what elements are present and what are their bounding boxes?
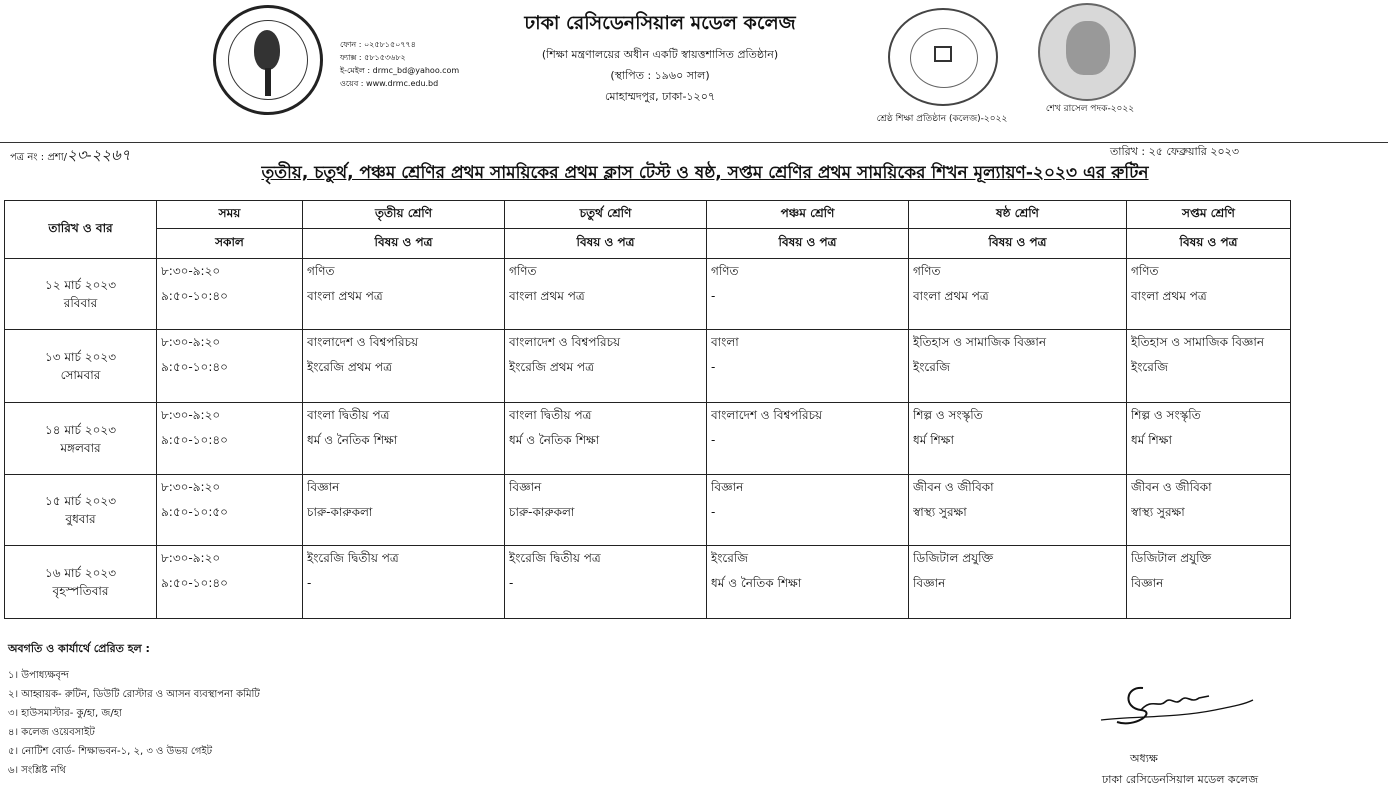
subject-2: ধর্ম শিক্ষা: [913, 433, 954, 447]
table-row: [5, 475, 1291, 546]
subject-cell: [505, 259, 707, 330]
row-date-cell: [5, 330, 157, 403]
table-row: [5, 546, 1291, 619]
row-day: সোমবার: [60, 368, 101, 382]
subject-cell: [303, 475, 505, 546]
badge1-caption: শ্রেষ্ঠ শিক্ষা প্রতিষ্ঠান (কলেজ)-২০২২: [876, 114, 1008, 124]
subject-cell: [1127, 259, 1291, 330]
time-slot-1: ৮:৩০-৯:২০: [161, 480, 221, 494]
subject-1: গণিত: [1131, 264, 1159, 278]
subject-1: শিল্প ও সংস্কৃতি: [1131, 408, 1201, 422]
time-slot-1: ৮:৩০-৯:২০: [161, 551, 221, 565]
college-logo: [213, 5, 323, 115]
subject-2: বাংলা প্রথম পত্র: [509, 289, 585, 303]
subject-1: জীবন ও জীবিকা: [1131, 480, 1212, 494]
time-slot-2: ৯:৫০-১০:৪০: [161, 360, 228, 374]
college-name: ঢাকা রেসিডেনসিয়াল মডেল কলেজ: [524, 12, 796, 34]
time-slot-2: ৯:৫০-১০:৫০: [161, 505, 228, 519]
row-date-cell: [5, 403, 157, 475]
time-slot-1: ৮:৩০-৯:২০: [161, 264, 221, 278]
subject-2: স্বাস্থ্য সুরক্ষা: [913, 505, 967, 519]
subject-2: -: [711, 433, 716, 447]
subject-2: ইংরেজি: [913, 360, 950, 374]
flame-icon: [254, 30, 280, 70]
row-date: ১৫ মার্চ ২০২৩: [44, 494, 117, 508]
sent-to-title: অবগতি ও কার্যার্থে প্রেরিত হল :: [8, 642, 150, 655]
list-item: ২। আহ্বায়ক- রুটিন, ডিউটি রোস্টার ও আসন ব্যবস্থাপনা কমিটি: [8, 689, 260, 700]
subject-cell: [505, 475, 707, 546]
header-class-3: তৃতীয় শ্রেণি: [303, 201, 505, 229]
row-date-cell: [5, 475, 157, 546]
subject-1: শিল্প ও সংস্কৃতি: [913, 408, 983, 422]
subject-1: জীবন ও জীবিকা: [913, 480, 994, 494]
subject-1: বাংলাদেশ ও বিশ্বপরিচয়: [711, 408, 823, 422]
subject-cell: [909, 546, 1127, 619]
subject-2: বিজ্ঞান: [913, 576, 946, 590]
table-row: [5, 403, 1291, 475]
time-slot-2: ৯:৫০-১০:৪০: [161, 576, 228, 590]
subject-2: বাংলা প্রথম পত্র: [307, 289, 383, 303]
signatory-role: অধ্যক্ষ: [1130, 752, 1158, 765]
subject-cell: [505, 330, 707, 403]
subject-2: বাংলা প্রথম পত্র: [913, 289, 989, 303]
row-date: ১৬ মার্চ ২০২৩: [44, 566, 117, 580]
memo-number: [10, 144, 131, 169]
subject-1: ইংরেজি দ্বিতীয় পত্র: [509, 551, 601, 565]
sheikh-russel-medal: [1038, 3, 1136, 101]
time-slot-1: ৮:৩০-৯:২০: [161, 408, 221, 422]
subject-2: -: [711, 505, 716, 519]
table-row: [5, 330, 1291, 403]
subject-2: ধর্ম ও নৈতিক শিক্ষা: [711, 576, 802, 590]
subject-head: বিষয় ও পত্র: [303, 229, 505, 259]
subject-cell: [707, 330, 909, 403]
subject-1: বাংলা দ্বিতীয় পত্র: [307, 408, 390, 422]
subject-cell: [303, 403, 505, 475]
college-subtitle-block: [480, 44, 840, 107]
subject-cell: [505, 403, 707, 475]
subject-cell: [909, 403, 1127, 475]
book-icon: [934, 46, 952, 62]
subject-2: ধর্ম শিক্ষা: [1131, 433, 1172, 447]
subject-1: ইতিহাস ও সামাজিক বিজ্ঞান: [1131, 335, 1265, 349]
header-time-sub: সকাল: [157, 229, 303, 259]
subject-cell: [707, 475, 909, 546]
subject-head: বিষয় ও পত্র: [1127, 229, 1291, 259]
list-item: ৫। নোটিশ বোর্ড- শিক্ষাভবন-১, ২, ৩ ও উভয় গেইট: [8, 746, 213, 757]
established: (স্থাপিত : ১৯৬০ সাল): [610, 69, 710, 82]
subject-2: চারু-কারুকলা: [307, 505, 373, 519]
subject-2: ধর্ম ও নৈতিক শিক্ষা: [509, 433, 600, 447]
subject-1: গণিত: [509, 264, 537, 278]
subject-cell: [303, 546, 505, 619]
routine-title: তৃতীয়, চতুর্থ, পঞ্চম শ্রেণির প্রথম সাময়িকের প্রথম ক্লাস টেস্ট ও ষষ্ঠ, সপ্তম শ্রেণির প্রথম সাময়িকের শিখন মূল্যায়ণ-২০২৩ এর রুটিন: [261, 163, 1149, 183]
subject-1: বিজ্ঞান: [711, 480, 744, 494]
subject-1: গণিত: [913, 264, 941, 278]
email: ই-মেইল : drmc_bd@yahoo.com: [340, 66, 460, 75]
subject-cell: [707, 259, 909, 330]
subject-1: বিজ্ঞান: [509, 480, 542, 494]
header-class-5: পঞ্চম শ্রেণি: [707, 201, 909, 229]
subject-1: ইংরেজি: [711, 551, 748, 565]
subject-1: ইংরেজি দ্বিতীয় পত্র: [307, 551, 399, 565]
subject-cell: [303, 330, 505, 403]
subject-1: ডিজিটাল প্রযুক্তি: [913, 551, 994, 565]
subject-2: -: [307, 576, 312, 590]
subject-1: গণিত: [711, 264, 739, 278]
time-slot-2: ৯:৫০-১০:৪০: [161, 433, 228, 447]
header-class-7: সপ্তম শ্রেণি: [1127, 201, 1291, 229]
subject-1: বাংলাদেশ ও বিশ্বপরিচয়: [307, 335, 419, 349]
row-date-cell: [5, 259, 157, 330]
row-day: বৃহস্পতিবার: [52, 584, 109, 598]
list-item: ৩। হাউসমাস্টার- কু/হা, জ/হা: [8, 708, 122, 719]
subject-2: ইংরেজি প্রথম পত্র: [509, 360, 594, 374]
best-institution-badge: [888, 8, 998, 106]
badge2-caption: শেখ রাসেল পদক-২০২২: [1045, 104, 1135, 114]
subject-2: ধর্ম ও নৈতিক শিক্ষা: [307, 433, 398, 447]
signatory-org: ঢাকা রেসিডেনসিয়াল মডেল কলেজ: [1102, 773, 1259, 786]
portrait-icon: [1066, 21, 1110, 75]
time-slot-1: ৮:৩০-৯:২০: [161, 335, 221, 349]
subject-cell: [909, 259, 1127, 330]
list-item: ৪। কলেজ ওয়েবসাইট: [8, 727, 95, 738]
college-subtitle: (শিক্ষা মন্ত্রণালয়ের অধীন একটি স্বায়ত্তশাসিত প্রতিষ্ঠান): [541, 48, 779, 61]
list-item: ৬। সংশ্লিষ্ট নথি: [8, 765, 67, 776]
row-day: বুধবার: [65, 512, 96, 526]
sent-to-list: [8, 666, 260, 780]
subject-cell: [707, 403, 909, 475]
subject-2: -: [711, 360, 716, 374]
subject-2: বাংলা প্রথম পত্র: [1131, 289, 1207, 303]
subject-2: ইংরেজি: [1131, 360, 1168, 374]
memo-date: তারিখ : ২৫ ফেব্রুয়ারি ২০২৩: [1110, 145, 1239, 158]
row-date-cell: [5, 546, 157, 619]
subject-2: বিজ্ঞান: [1131, 576, 1164, 590]
header-class-6: ষষ্ঠ শ্রেণি: [909, 201, 1127, 229]
row-day: রবিবার: [63, 296, 98, 310]
subject-cell: [505, 546, 707, 619]
subject-2: স্বাস্থ্য সুরক্ষা: [1131, 505, 1185, 519]
header-date: তারিখ ও বার: [5, 201, 157, 259]
header-class-4: চতুর্থ শ্রেণি: [505, 201, 707, 229]
row-day: মঙ্গলবার: [60, 440, 101, 455]
subject-cell: [303, 259, 505, 330]
subject-cell: [1127, 546, 1291, 619]
subject-cell: [707, 546, 909, 619]
row-date: ১৩ মার্চ ২০২৩: [44, 350, 117, 364]
subject-head: বিষয় ও পত্র: [505, 229, 707, 259]
time-slot-2: ৯:৫০-১০:৪০: [161, 289, 228, 303]
subject-cell: [909, 330, 1127, 403]
subject-head: বিষয় ও পত্র: [909, 229, 1127, 259]
subject-cell: [1127, 330, 1291, 403]
website: ওয়েব : www.drmc.edu.bd: [340, 79, 439, 88]
address: মোহাম্মদপুর, ঢাকা-১২০৭: [604, 90, 716, 103]
subject-1: বাংলাদেশ ও বিশ্বপরিচয়: [509, 335, 621, 349]
subject-2: ইংরেজি প্রথম পত্র: [307, 360, 392, 374]
row-time-cell: [157, 403, 303, 475]
signature-scribble: [1095, 680, 1255, 730]
row-date: ১৪ মার্চ ২০২৩: [44, 422, 117, 437]
subject-2: চারু-কারুকলা: [509, 505, 575, 519]
subject-cell: [909, 475, 1127, 546]
list-item: ১। উপাধ্যক্ষবৃন্দ: [8, 670, 69, 681]
subject-head: বিষয় ও পত্র: [707, 229, 909, 259]
row-time-cell: [157, 475, 303, 546]
subject-1: ইতিহাস ও সামাজিক বিজ্ঞান: [913, 335, 1047, 349]
routine-table: [4, 200, 1291, 619]
subject-1: গণিত: [307, 264, 335, 278]
header-time: সময়: [157, 201, 303, 229]
fax: ফ্যাক্স : ৫৮১৫৩৬৮২: [340, 53, 406, 62]
table-row: [5, 259, 1291, 330]
subject-1: ডিজিটাল প্রযুক্তি: [1131, 551, 1212, 565]
subject-1: বাংলা দ্বিতীয় পত্র: [509, 408, 592, 422]
row-date: ১২ মার্চ ২০২৩: [44, 278, 117, 292]
memo-handwritten-number: ২৩-২২৬৭: [66, 146, 131, 164]
contact-info: [340, 38, 459, 90]
subject-cell: [1127, 475, 1291, 546]
subject-2: -: [711, 289, 716, 303]
memo-prefix: পত্র নং : প্রশা/: [10, 152, 67, 163]
row-time-cell: [157, 546, 303, 619]
row-time-cell: [157, 330, 303, 403]
subject-1: বাংলা: [711, 335, 739, 349]
row-time-cell: [157, 259, 303, 330]
subject-1: বিজ্ঞান: [307, 480, 340, 494]
phone: ফোন : ০২৫৮১৫০৭৭৪: [340, 40, 416, 49]
subject-2: -: [509, 576, 514, 590]
subject-cell: [1127, 403, 1291, 475]
